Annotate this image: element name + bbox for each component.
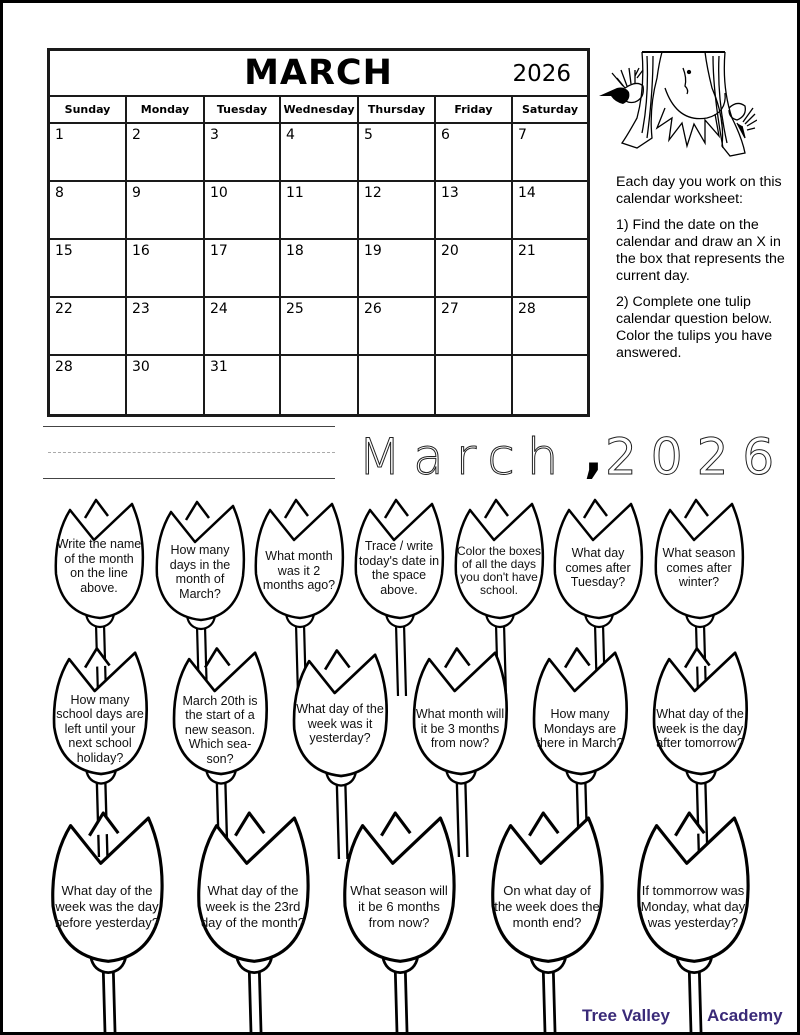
day-cell[interactable]: 23 (127, 298, 205, 356)
day-cell[interactable]: 4 (281, 124, 359, 182)
day-cell[interactable]: 18 (281, 240, 359, 298)
tulip-question-text: March 20th is the start of a new season. Which sea- son? (182, 693, 258, 766)
day-cell[interactable]: 16 (127, 240, 205, 298)
day-cell[interactable]: 19 (359, 240, 436, 298)
tulip-question-text: What month was it 2 months ago? (262, 549, 336, 593)
day-cell-empty[interactable] (436, 356, 513, 414)
tulip-question-text: If tommorrow was Monday, what day was yesterday? (640, 883, 746, 930)
day-cell[interactable]: 21 (513, 240, 587, 298)
handwriting-line-mid-dashed (48, 452, 335, 453)
day-cell[interactable]: 10 (205, 182, 281, 240)
tulip-question-text: What month will it be 3 months from now? (415, 707, 505, 751)
day-cell[interactable]: 13 (436, 182, 513, 240)
brand-name-right: Academy (707, 1006, 783, 1025)
day-cell-empty[interactable] (513, 356, 587, 414)
sun-curtains-birds-illustration (597, 48, 757, 163)
date-comma: , (584, 426, 603, 484)
weekday-friday: Friday (436, 97, 513, 122)
traceable-year: 2026 (605, 428, 789, 486)
day-cell[interactable]: 6 (436, 124, 513, 182)
weekday-header-row (50, 97, 587, 124)
tulip-question-text: What day comes after Tuesday? (565, 546, 631, 590)
brand-name-left: Tree Valley (582, 1006, 670, 1025)
instructions-step-2: 2) Complete one tulip calendar question below. Color the tulips you have answered. (616, 294, 773, 361)
calendar-grid (50, 124, 587, 414)
tulip-question-text: What day of the week was it yesterday? (296, 702, 384, 746)
weekday-wednesday: Wednesday (281, 97, 359, 122)
day-cell[interactable]: 5 (359, 124, 436, 182)
day-cell[interactable]: 11 (281, 182, 359, 240)
day-cell[interactable]: 3 (205, 124, 281, 182)
tulip-question-text: Write the name of the month on the line above. (56, 537, 142, 595)
calendar-header (50, 51, 587, 97)
weekday-tuesday: Tuesday (205, 97, 281, 122)
day-cell-empty[interactable] (359, 356, 436, 414)
day-cell[interactable]: 24 (205, 298, 281, 356)
tulip-question-text: Trace / write today's date in the space above. (358, 539, 440, 597)
tulip-question-text: What day of the week is the 23rd day of the month? (200, 883, 306, 930)
day-cell[interactable]: 2 (127, 124, 205, 182)
tulip-question-text: What season comes after winter? (662, 546, 736, 590)
instructions (616, 174, 786, 371)
day-cell[interactable]: 31 (205, 356, 281, 414)
weekday-sunday: Sunday (50, 97, 127, 122)
instructions-intro: Each day you work on this calendar worksheet: (616, 174, 782, 207)
day-cell[interactable]: 12 (359, 182, 436, 240)
day-cell[interactable]: 27 (436, 298, 513, 356)
tulip-question-text: How many Mondays are there in March? (536, 707, 624, 751)
weekday-monday: Monday (127, 97, 205, 122)
day-cell[interactable]: 30 (127, 356, 205, 414)
calendar-month-title: MARCH (244, 53, 393, 93)
day-cell[interactable]: 28 (50, 356, 127, 414)
tulip-question-text: What day of the week was the day before yesterday? (54, 883, 160, 930)
day-cell-empty[interactable] (281, 356, 359, 414)
day-cell[interactable]: 25 (281, 298, 359, 356)
tulip-question-text: How many days in the month of March? (169, 543, 231, 601)
calendar-year: 2026 (512, 61, 571, 87)
weekday-thursday: Thursday (359, 97, 436, 122)
day-cell[interactable]: 9 (127, 182, 205, 240)
day-cell[interactable]: 15 (50, 240, 127, 298)
handwriting-line-bottom[interactable] (43, 478, 335, 479)
day-cell[interactable]: 8 (50, 182, 127, 240)
day-cell[interactable]: 20 (436, 240, 513, 298)
tulip-question-text: What day of the week is the day after tomorrow? (656, 707, 744, 751)
tulip-question-text: What season will it be 6 months from now? (350, 883, 448, 930)
day-cell[interactable]: 22 (50, 298, 127, 356)
day-cell[interactable]: 7 (513, 124, 587, 182)
tulip-question-text: How many school days are left until your next school holiday? (56, 692, 144, 765)
tulip-question-text: Color the boxes of all the days you don't have school. (456, 544, 542, 597)
traceable-month: March (358, 428, 571, 486)
day-cell[interactable]: 1 (50, 124, 127, 182)
day-cell[interactable]: 14 (513, 182, 587, 240)
handwriting-line-top (43, 426, 335, 427)
weekday-saturday: Saturday (522, 103, 578, 116)
day-cell[interactable]: 26 (359, 298, 436, 356)
day-cell[interactable]: 17 (205, 240, 281, 298)
tulip-question-text: On what day of the week does the month end? (494, 883, 600, 930)
day-cell[interactable]: 28 (513, 298, 587, 356)
instructions-step-1: 1) Find the date on the calendar and draw an X in the box that represents the current day. (616, 217, 785, 284)
calendar (47, 48, 590, 417)
